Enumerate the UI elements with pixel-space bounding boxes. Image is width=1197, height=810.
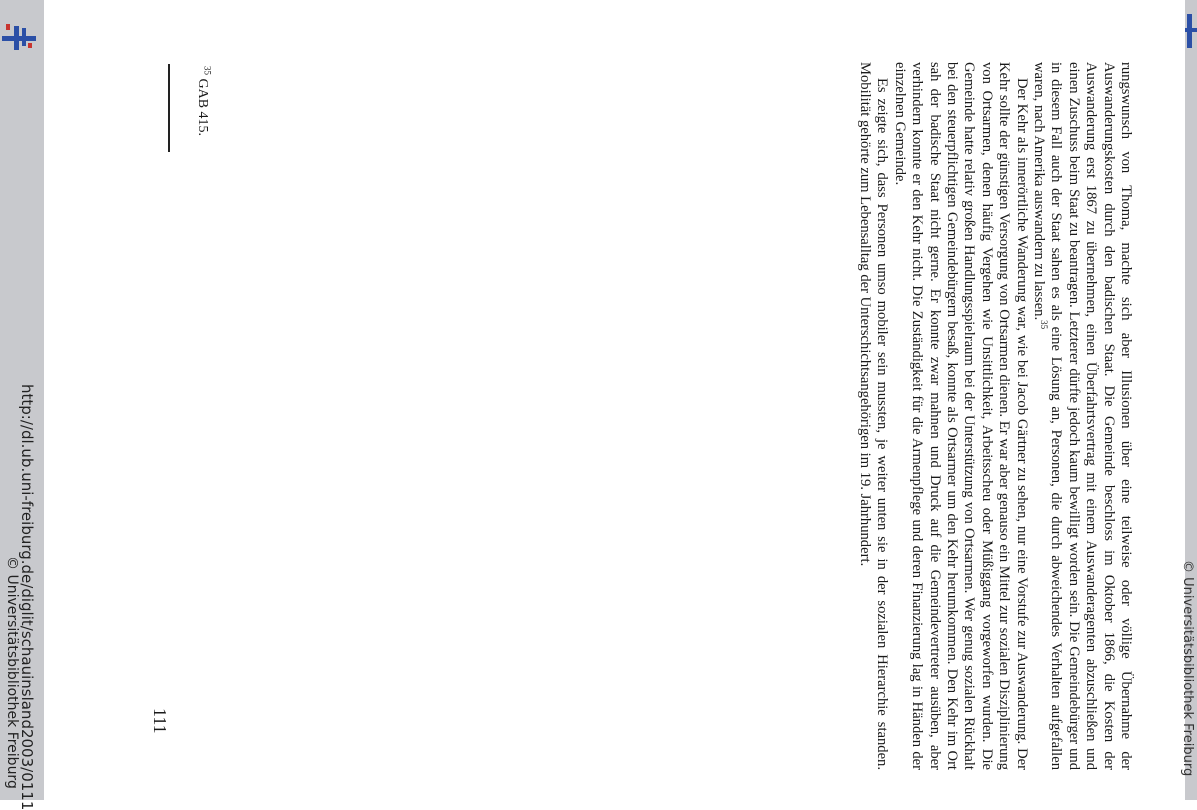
book-page bbox=[44, 0, 1185, 800]
paragraph-1: rungswunsch von Thoma, machte sich aber Illusionen über eine teilweise oder völlige Übernahme der Auswanderungskosten durch den badischen Staat. Die Gemeinde beschloss im Oktober 1866, die Kosten der Auswanderung erst 1867 zu übernehmen, einen Überfahrtsvertrag mit einem Auswanderagenten abzuschließen und einen Zuschuss beim Staat zu beantragen. Letzterer dürfte jedoch kaum bewilligt worden sein. Die Gemeindebürger und in diesem Fall auch der Staat sahen es als eine Lösung an, Personen, die durch abweichendes Verhalten aufgefallen waren, nach Amerika auswandern zu lassen.$^{35}$ bbox=[1030, 62, 1134, 770]
paragraph-3: Es zeigte sich, dass Personen umso mobiler sein mussten, je weiter unten sie in der sozialen Hierarchie standen. Mobilität gehörte zum Lebensalltag der Unterschichtsangehörigen im 19. Jahrhundert. bbox=[856, 62, 891, 770]
library-logo-icon bbox=[1185, 14, 1197, 48]
library-logo-icon bbox=[2, 10, 36, 50]
source-url[interactable]: http://dl.ub.uni-freiburg.de/diglit/schauinsland2003/0111 bbox=[18, 384, 36, 810]
paragraph-2: Der Kehr als innerörtliche Wanderung war, wie bei Jacob Gärtner zu sehen, nur eine Vorstufe zur Auswanderung. Der Kehr sollte der günstigen Versorgung von Ortsarmen dienen. Er war aber genauso ein Mittel zur sozialen Disziplinierung von Ortsarmen, denen häufig Vergehen wie Unsittlichkeit, Arbeitsscheu oder Müßiggang vorgeworfen wurden. Die Gemeinde hatte relativ großen Handlungsspielraum bei der Unterstützung von Ortsarmen. Wer genug sozialen Rückhalt bei den steuerpflichtigen Gemeindebürgern besaß, konnte als Ortsarmer um den Kehr herumkommen. Den Kehr im Ort sah der badische Staat nicht gerne. Er konnte zwar mahnen und Druck auf die Gemeindevertreter ausüben, aber verhindern konnte er den Kehr nicht. Die Zuständigkeit für die Armenpflege und deren Finanzierung lag in Händen der einzelnen Gemeinde. bbox=[891, 62, 1030, 770]
page-number: 111 bbox=[150, 708, 170, 734]
body-text bbox=[856, 62, 1135, 770]
copyright-notice: © Universitätsbibliothek Freiburg bbox=[4, 556, 20, 789]
footnote-number: 35 bbox=[202, 66, 213, 75]
footnote-divider bbox=[168, 64, 170, 152]
right-sidebar bbox=[1180, 0, 1197, 800]
footnote bbox=[194, 66, 213, 137]
footnote-text: GAB 415. bbox=[195, 78, 210, 137]
footnote-reference: 35 bbox=[1038, 320, 1049, 330]
left-sidebar bbox=[0, 0, 44, 810]
copyright-notice-right: © Universitätsbibliothek Freiburg bbox=[1180, 560, 1195, 777]
